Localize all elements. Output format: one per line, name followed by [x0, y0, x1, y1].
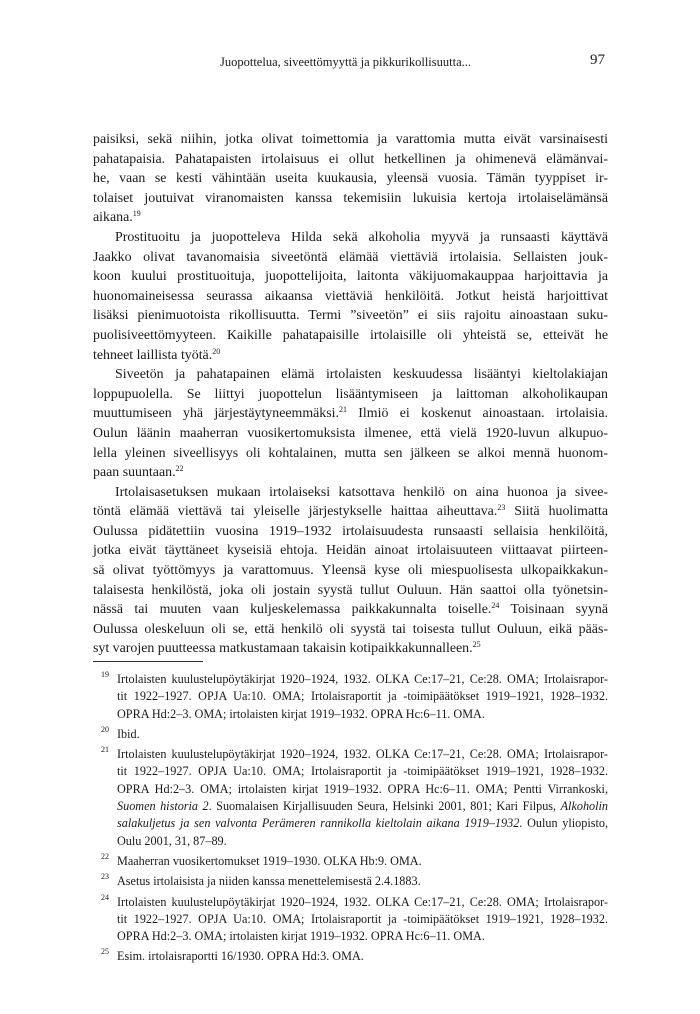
text-line: Prostituoitu ja juopotteleva Hilda sekä alkoholia myyvä ja runsaasti käyttävä [115, 229, 608, 245]
text-line: talaisesta henkilöstä, joka oli jostain syystä tullut Ouluun. Hän saattoi olla työnetsin- [93, 582, 608, 598]
paragraph-3 [93, 365, 608, 483]
paragraph-4 [93, 483, 608, 659]
page-number: 97 [590, 52, 605, 68]
text-line: paisiksi, sekä niihin, jotka olivat toimettomia ja varattomia mutta eivät varsinaisesti [93, 132, 608, 147]
footnote-line: Irtolaisten kuulustelupöytäkirjat 1920–1924, 1932. OLKA Ce:17–21, Ce:28. OMA; Irtolaisrapor- [117, 894, 608, 909]
paragraph-2 [93, 228, 608, 365]
footnote-line: Ibid. [117, 726, 140, 741]
footnote-mark: 21 [101, 745, 109, 755]
text-line: huonomaineisessa seurassa aikaansa viettäviä henkilöitä. Jotkut heistä harjoittivat [93, 288, 608, 304]
text-line: jotka eivät täyttäneet kyseisiä ehtoja. Heidän ainoat irtolaisuuteen viittaavat piirteen- [93, 543, 608, 559]
footnote-line: Irtolaisten kuulustelupöytäkirjat 1920–1924, 1932. OLKA Ce:17–21, Ce:28. OMA; Irtolaisrapor- [117, 672, 608, 686]
text-line: tehneet laillista työtä.$^{20}$ [93, 346, 221, 363]
footnote-reference: 25 [472, 640, 481, 650]
footnote-reference: 19 [132, 209, 141, 219]
footnote-line: salakuljetus ja sen valvonta Perämeren rannikolla kieltolain aikana 1919–1932. Oulun yliopisto, [117, 816, 608, 831]
footnote-22 [93, 853, 608, 870]
book-title: Suomen historia 2 [117, 799, 209, 814]
footnote-line: Oulu 2001, 31, 87–89. [117, 833, 227, 848]
footnotes [93, 671, 608, 966]
footnote-mark: 20 [101, 724, 109, 734]
text-line: töntä elämää viettävä tai yleiselle järjestykselle haittaa aiheuttava.$^{23}$ Siitä huolimatta [93, 503, 608, 520]
footnote-line: Esim. irtolaisraportti 16/1930. OPRA Hd:3. OMA. [117, 949, 364, 964]
footnote-mark: 25 [101, 947, 109, 957]
body-text [93, 130, 608, 659]
footnote-mark: 24 [101, 892, 109, 902]
text-line: sä olivat työttömyys ja varattomuus. Yleensä kyse oli miespuolisesta ulkopaikkakun- [93, 563, 608, 579]
footnote-reference: 20 [212, 346, 221, 356]
text-line: Siveetön ja pahatapainen elämä irtolaisten keskuudessa lisääntyi kieltolakiajan [115, 367, 608, 383]
text-line: syt varojen puutteessa matkustamaan takaisin kotipaikkakunnalleen.$^{25}$ [93, 640, 481, 657]
footnote-line: Maaherran vuosikertomukset 1919–1930. OLKA Hb:9. OMA. [117, 853, 422, 868]
text-line: tolaiset joutuivat viranomaisten kanssa tekemisiin lukuisia kertoja irtolaiselämänsä [93, 190, 608, 206]
running-head: Juopottelua, siveettömyyttä ja pikkurikollisuutta... [220, 55, 472, 69]
footnote-line: tit 1922–1927. OPJA Ua:10. OMA; Irtolaisraportit ja -toimipäätökset 1919–1921, 1928–1932. [117, 689, 608, 704]
footnote-line: OPRA Hd:2–3. OMA; irtolaisten kirjat 1919–1932. OPRA Hc:6–11. OMA; Pentti Virrankoski, [117, 781, 608, 796]
text-line: lella yleinen siveellisyys oli kohtalainen, mutta sen jälkeen se alkoi mennä huonom- [93, 445, 608, 461]
footnote-line: tit 1922–1927. OPJA Ua:10. OMA; Irtolaisraportit ja -toimipäätökset 1919–1921, 1928–1932. [117, 911, 608, 926]
text-line: nässä tai muuten vaan kuljeskelemassa paikkakunnalta toiselle.$^{24}$ Toisinaan syynä [93, 601, 608, 618]
footnote-divider [93, 661, 203, 662]
text-line: Oulussa pidätettiin vuosina 1919–1932 irtolaisuudesta runsaasti sellaisia henkilöitä, [93, 523, 608, 539]
footnote-line: Suomen historia 2. Suomalaisen Kirjallisuuden Seura, Helsinki 2001, 801; Kari Filpus, Alkoholin [117, 799, 608, 814]
text-line: puolisiveettömyyteen. Kaikille pahatapaisille irtolaisille oli yhteistä se, etteivät he [93, 327, 608, 343]
text-line: Jaakko olivat tavanomaisia siveetöntä elämää viettäviä irtolaisia. Sellaisten jouk- [93, 249, 608, 265]
text-line: aikana.$^{19}$ [93, 209, 141, 226]
paragraph-1 [93, 130, 608, 228]
footnote-line: OPRA Hd:2–3. OMA; irtolaisten kirjat 1919–1932. OPRA Hc:6–11. OMA. [117, 706, 485, 721]
text-line: paan suuntaan.$^{22}$ [93, 464, 184, 481]
text-line: lisäksi pienimuotoista rikollisuutta. Termi ”siveetön” ei siis rajoitu ainoastaan suku- [93, 308, 608, 324]
footnote-mark: 23 [101, 872, 109, 882]
footnote-reference: 24 [491, 601, 500, 611]
text-line: Oulun läänin maaherran vuosikertomuksista ilmenee, että vielä 1920-luvun alkupuo- [93, 425, 608, 441]
footnote-line: tit 1922–1927. OPJA Ua:10. OMA; Irtolaisraportit ja -toimipäätökset 1919–1921, 1928–1932. [117, 764, 608, 779]
footnote-line: OPRA Hd:2–3. OMA; irtolaisten kirjat 1919–1932. OPRA Hc:6–11. OMA. [117, 929, 485, 944]
footnote-21 [93, 746, 608, 850]
footnote-19 [93, 671, 608, 723]
text-line: pahatapaisia. Pahatapaisten irtolaisuus ei ollut hetkellinen ja ohimenevä elämänvai- [93, 151, 608, 167]
footnote-reference: 22 [175, 464, 184, 474]
footnote-reference: 21 [338, 405, 347, 415]
footnote-20 [93, 726, 608, 743]
book-title: Alkoholin [560, 799, 608, 814]
footnote-line: Irtolaisten kuulustelupöytäkirjat 1920–1924, 1932. OLKA Ce:17–21, Ce:28. OMA; Irtolaisrapor- [117, 747, 608, 762]
book-title: salakuljetus ja sen valvonta Perämeren rannikolla kieltolain aikana 1919–1932 [117, 816, 520, 831]
text-line: he, vaan se kesti vähintään useita kuukausia, yleensä vuosia. Tämän tyyppiset ir- [93, 171, 608, 187]
text-line: muuttumiseen yhä järjestäytyneemmäksi.$^{21}$ Ilmiö ei koskenut ainoastaan. irtolaisia. [93, 405, 609, 422]
text-line: loppupuolella. Se liittyi juopottelun lisääntymiseen ja laittoman alkoholikaupan [93, 386, 608, 402]
text-line: Irtolaisasetuksen mukaan irtolaiseksi katsottava henkilö on aina huonoa ja sivee- [115, 484, 608, 500]
text-line: koon kuului prostituoituja, juopottelijoita, laitonta väkijuomakauppaa harjoittavia ja [93, 269, 608, 285]
footnote-mark: 19 [101, 670, 109, 679]
footnote-reference: 23 [497, 503, 506, 513]
footnote-25 [93, 948, 608, 965]
text-line: Oulussa oleskeluun oli se, että henkilö oli syystä tai toisesta tullut Ouluun, eikä pääs- [93, 621, 608, 637]
footnote-24 [93, 894, 608, 946]
footnote-line: Asetus irtolaisista ja niiden kanssa menettelemisestä 2.4.1883. [117, 874, 421, 889]
footnote-mark: 22 [101, 851, 109, 861]
footnote-23 [93, 873, 608, 890]
